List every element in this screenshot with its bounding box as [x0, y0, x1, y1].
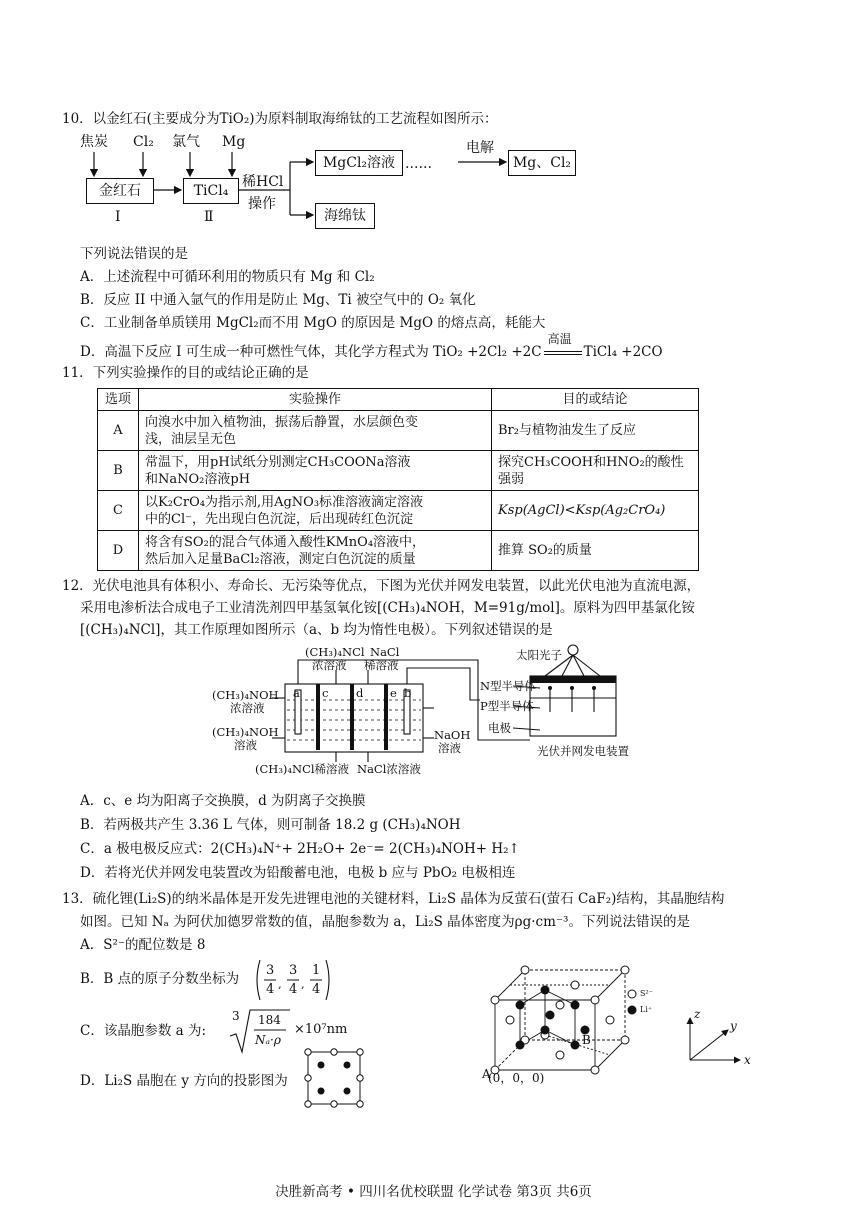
- q10-option-d-text: D．高温下反应 I 可生成一种可燃性气体，其化学方程式为 TiO₂ +2Cl₂ +2C: [80, 344, 542, 360]
- label-left-in-2: 溶液: [234, 738, 257, 752]
- label-bottom-right: NaCl浓溶液: [357, 762, 421, 776]
- q13-option-d: D．Li₂S 晶胞在 y 方向的投影图为: [80, 1073, 288, 1089]
- coord-den-1: 4: [266, 982, 275, 997]
- flow-box-sponge-ti: 海绵钛: [315, 203, 375, 229]
- flow-box-mgcl2: MgCl₂溶液: [315, 150, 403, 176]
- coord-num-1: 3: [266, 963, 275, 978]
- cell-line: 将含有SO₂的混合气体通入酸性KMnO₄溶液中，: [145, 534, 426, 550]
- cell-line: Ksp(AgCl)<Ksp(Ag₂CrO₄): [498, 503, 666, 518]
- label-membrane-c: c: [322, 686, 329, 700]
- axis-label-z: z: [694, 1007, 701, 1021]
- table-header: 实验操作: [139, 389, 492, 411]
- cell-line: 推算 SO₂的质量: [498, 543, 592, 558]
- axis-label-y: y: [730, 1019, 737, 1033]
- root-numerator: 184: [258, 1013, 281, 1027]
- point-label-a: A: [482, 1067, 491, 1081]
- q10-stem: 10．以金红石(主要成分为TiO₂)为原料制取海绵钛的工艺流程如图所示：: [62, 111, 498, 127]
- axis-label-x: x: [744, 1053, 751, 1067]
- cell-line: 中的Cl⁻，先出现白色沉淀，后出现砖红色沉淀: [145, 511, 413, 527]
- table-header: 选项: [98, 389, 139, 411]
- flow-step-2: Ⅱ: [204, 209, 214, 225]
- cell-line: 然后加入足量BaCl₂溶液，测定白色沉淀的质量: [145, 551, 416, 567]
- q10-prompt: 下列说法错误的是: [80, 246, 188, 262]
- flow-step-1: Ⅰ: [115, 209, 121, 225]
- q12-option-a: A．c、e 均为阳离子交换膜，d 为阴离子交换膜: [80, 793, 366, 809]
- q10-option-d-tail: TiCl₄ +2CO: [583, 344, 663, 360]
- label-top-left-1: (CH₃)₄NCl: [305, 645, 365, 659]
- flow-input-coke: 焦炭: [80, 134, 108, 150]
- q13-option-c: C．该晶胞参数 a 为:: [80, 1023, 207, 1039]
- q12-option-d: D．若将光伏并网发电装置改为铅酸蓄电池，电极 b 应与 PbO₂ 电极相连: [80, 865, 516, 881]
- table-cell-option: A: [98, 411, 139, 451]
- root-index: 3: [232, 1009, 240, 1023]
- cell-line: 和NaNO₂溶液pH: [145, 471, 251, 487]
- q13-stem-line2: 如图。已知 Nₐ 为阿伏加德罗常数的值，晶胞参数为 a，Li₂S 晶体密度为ρg·cm⁻³。下列说法错误的是: [80, 914, 690, 930]
- label-membrane-d: d: [356, 686, 364, 700]
- point-label-a-coord: (0，0，0): [488, 1071, 545, 1085]
- label-left-in-1: (CH₃)₄NOH: [212, 725, 279, 739]
- cell-line: 浅，油层呈无色: [145, 431, 237, 447]
- label-sun-photons: 太阳光子: [516, 648, 562, 662]
- table-cell-option: D: [98, 531, 139, 571]
- q12-option-c: C．a 极电极反应式：2(CH₃)₄N⁺+ 2H₂O+ 2e⁻= 2(CH₃)₄NOH+ H₂↑: [80, 841, 520, 857]
- flow-box-products: Mg、Cl₂: [508, 150, 576, 176]
- legend-s2: S²⁻: [640, 989, 653, 998]
- legend-li: Li⁺: [640, 1005, 653, 1014]
- label-bottom-left: (CH₃)₄NCl稀溶液: [255, 762, 350, 776]
- q12-stem-line3: [(CH₃)₄NCl]，其工作原理如图所示（a、b 均为惰性电极）。下列叙述错误的是: [80, 622, 553, 638]
- table-cell-option: C: [98, 491, 139, 531]
- label-p-type: P型半导体: [480, 699, 534, 713]
- cell-line: 以K₂CrO₄为指示剂,用AgNO₃标准溶液滴定溶液: [145, 494, 424, 510]
- root-tail: ×10⁷nm: [294, 1022, 348, 1037]
- q12-option-b: B．若两极共产生 3.36 L 气体，则可制备 18.2 g (CH₃)₄NOH: [80, 817, 461, 833]
- flow-dots: ……: [405, 156, 432, 172]
- label-membrane-e: e: [390, 686, 397, 700]
- cell-line: 向溴水中加入植物油，振荡后静置，水层颜色变: [145, 414, 419, 430]
- q13-option-a: A．S²⁻的配位数是 8: [80, 937, 206, 953]
- coord-sep: ,: [278, 977, 282, 991]
- label-pv-electrode: 电极: [488, 721, 511, 735]
- q10-option-b: B．反应 II 中通入氩气的作用是防止 Mg、Ti 被空气中的 O₂ 氧化: [80, 292, 476, 308]
- q12-stem-line2: 采用电渗析法合成电子工业清洗剂四甲基氢氧化铵[(CH₃)₄NOH，M=91g/mol]。原料为四甲基氯化铵: [80, 600, 695, 616]
- label-top-right-1: NaCl: [370, 645, 400, 659]
- q11-stem: 11．下列实验操作的目的或结论正确的是: [62, 365, 309, 381]
- label-pv-caption: 光伏并网发电装置: [537, 744, 629, 758]
- label-left-out-1: (CH₃)₄NOH: [212, 688, 279, 702]
- cell-line: 常温下，用pH试纸分别测定CH₃COONa溶液: [145, 454, 411, 470]
- label-left-out-2: 浓溶液: [230, 701, 265, 715]
- cell-line: Br₂与植物油发生了反应: [498, 423, 636, 438]
- flow-box-ticl4: TiCl₄: [183, 178, 239, 204]
- q13-stem-line1: 13．硫化锂(Li₂S)的纳米晶体是开发先进锂电池的关键材料，Li₂S 晶体为反萤石(萤石 CaF₂)结构，其晶胞结构: [62, 891, 725, 907]
- flow-input-cl2: Cl₂: [133, 134, 154, 150]
- table-cell-option: B: [98, 451, 139, 491]
- coord-den-3: 4: [312, 982, 321, 997]
- page-footer: 决胜新高考 • 四川名优校联盟 化学试卷 第3页 共6页: [275, 1184, 592, 1200]
- coord-den-2: 4: [289, 982, 298, 997]
- cell-line: 强弱: [498, 471, 525, 487]
- root-denominator: Nₐ·ρ: [255, 1033, 281, 1047]
- reaction-condition-label: 高温: [547, 332, 572, 346]
- flow-input-argon: 氯气: [172, 134, 200, 150]
- flow-acid-label: 稀HCl: [242, 174, 284, 190]
- flow-operation-label: 操作: [248, 196, 276, 212]
- label-top-right-2: 稀溶液: [364, 658, 399, 672]
- table-header: 目的或结论: [492, 389, 699, 411]
- flow-box-rutile: 金红石: [86, 178, 154, 204]
- coord-num-2: 3: [289, 963, 298, 978]
- q13-option-b-text: B．B 点的原子分数坐标为: [80, 971, 240, 987]
- label-right-in-1: NaOH: [434, 728, 471, 742]
- coord-sep: ,: [301, 977, 305, 991]
- q10-option-a: A．上述流程中可循环利用的物质只有 Mg 和 Cl₂: [80, 269, 375, 285]
- point-label-b: B: [582, 1033, 591, 1047]
- label-n-type: N型半导体: [480, 679, 537, 693]
- label-electrode-b: b: [404, 686, 412, 700]
- label-electrode-a: a: [293, 686, 300, 700]
- label-right-in-2: 溶液: [438, 741, 461, 755]
- label-top-left-2: 浓溶液: [312, 658, 347, 672]
- flow-electrolysis-label: 电解: [466, 140, 494, 156]
- coord-num-3: 1: [312, 963, 321, 978]
- q12-stem-line1: 12．光伏电池具有体积小、寿命长、无污染等优点，下图为光伏并网发电装置，以此光伏电池为直流电源，: [62, 578, 701, 594]
- q10-option-c: C．工业制备单质镁用 MgCl₂而不用 MgO 的原因是 MgO 的熔点高，耗能大: [80, 315, 546, 331]
- flow-input-mg: Mg: [222, 134, 246, 150]
- cell-line: 探究CH₃COOH和HNO₂的酸性: [498, 454, 684, 470]
